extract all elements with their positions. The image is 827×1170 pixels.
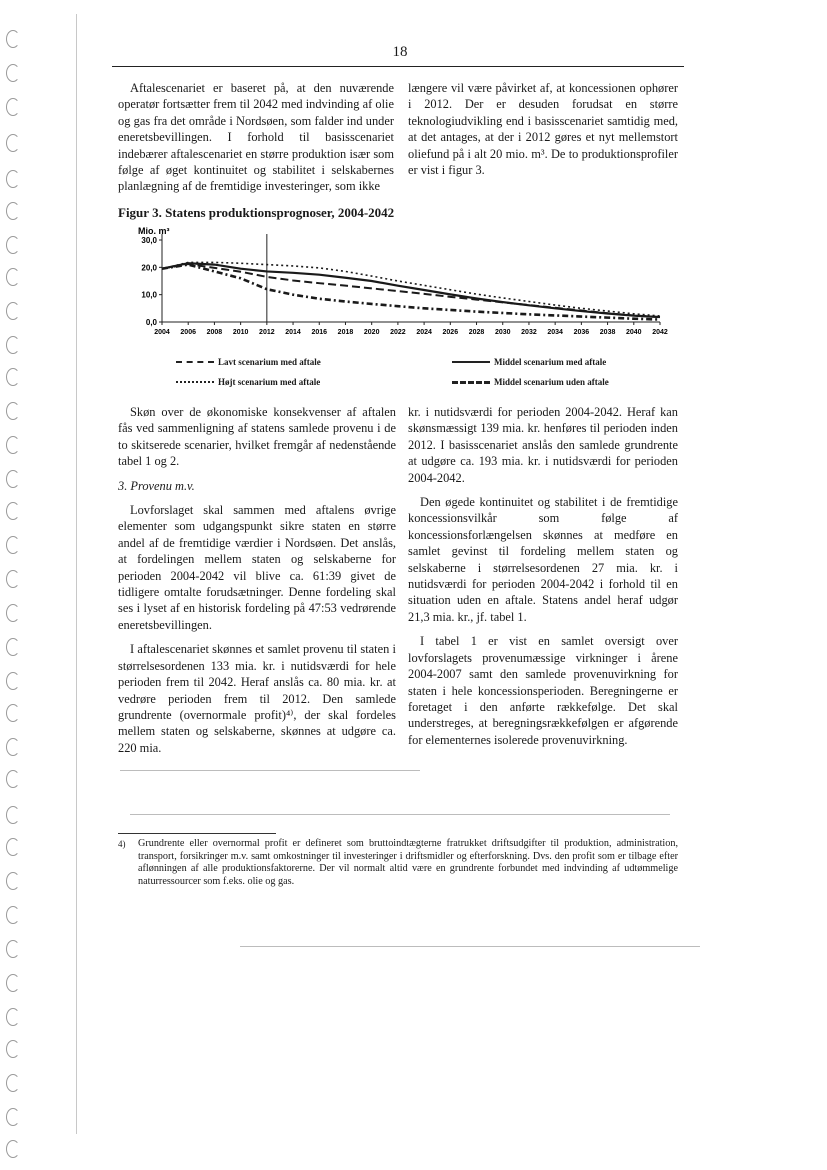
binder-hole: [6, 1008, 20, 1026]
binder-hole: [6, 470, 20, 488]
legend-label: Lavt scenarium med aftale: [218, 357, 321, 367]
right-column-main: [408, 404, 678, 748]
x-tick-label: 2030: [494, 329, 511, 336]
x-tick-label: 2012: [259, 329, 275, 336]
binder-hole: [6, 536, 20, 554]
y-tick-label: 20,0: [141, 263, 157, 273]
binder-hole: [6, 872, 20, 890]
x-tick-label: 2004: [154, 329, 170, 336]
x-tick-label: 2006: [180, 329, 196, 336]
paragraph: Aftalescenariet er baseret på, at den nuværende operatør fortsætter frem til 2042 med indvinding af olie og gas fra det område i Nordsøen, som falder ind under eneretsbevillingen. I forhold til basisscenariet indebærer aftalescenariet en større produktion især som følge af øget kontinuitet og stabilitet i selskabernes planlægning af de fremtidige investeringer, som ikke: [118, 81, 394, 194]
legend-label: Middel scenarium uden aftale: [494, 377, 609, 387]
binder-hole: [6, 770, 20, 788]
binder-hole: [6, 604, 20, 622]
x-tick-label: 2038: [599, 329, 616, 336]
binder-hole: [6, 838, 20, 856]
binder-hole: [6, 1074, 20, 1092]
binder-hole: [6, 98, 20, 116]
binder-hole: [6, 236, 20, 254]
chart-series: [162, 262, 660, 319]
binder-hole: [6, 704, 20, 722]
legend-swatch-solid: [452, 361, 490, 363]
binder-hole: [6, 1040, 20, 1058]
chart-axes: [141, 234, 667, 336]
x-tick-label: 2020: [363, 329, 380, 336]
x-tick-label: 2016: [311, 329, 328, 336]
paragraph: I aftalescenariet skønnes et samlet provenu til staten i størrelsesordenen 133 mia. kr. i nutidsværdi for hele perioden frem til 2042. Heraf anslås ca. 80 mia. kr. at vedrøre perioden frem til 2012. Den samlede grundrente (overnormale profit)⁴⁾, der skal fordeles mellem staten og selskaberne, skønnes at udgøre ca. 220 mia.: [118, 642, 396, 755]
binder-hole: [6, 1140, 20, 1158]
scan-noise: [240, 946, 700, 947]
legend-swatch-dashdot: [452, 381, 490, 384]
x-tick-label: 2032: [521, 329, 537, 336]
chart-canvas: [112, 222, 672, 342]
x-tick-label: 2042: [652, 329, 668, 336]
x-tick-label: 2028: [468, 329, 485, 336]
binder-hole: [6, 202, 20, 220]
footnote-rule: [118, 833, 276, 834]
paragraph: Skøn over de økonomiske konsekvenser af aftalen fås ved sammenligning af statens samlede provenu i de to skitserede scenarier, hvilket fremgår af nedenstående tabel 1 og 2.: [118, 405, 396, 469]
y-tick-label: 10,0: [141, 290, 157, 300]
x-tick-label: 2026: [442, 329, 459, 336]
legend-high-scenario: [176, 377, 320, 387]
right-column-top: [408, 80, 678, 178]
x-tick-label: 2014: [285, 329, 301, 336]
binder-hole: [6, 502, 20, 520]
paragraph: Lovforslaget skal sammen med aftalens øvrige elementer som udgangspunkt sikre staten en større andel af de fremtidige værdier i Nordsøen. Det anslås, at fordelingen mellem staten og selskaberne for perioden 2004-2042 vil blive ca. 61:39 givet de tidligere omtalte forudsætninger. Denne fordeling skal ses i lyset af en historisk fordeling på 47:53 vedrørende eneretsbevillingen.: [118, 503, 396, 632]
left-column-top: [118, 80, 394, 195]
legend-mid-no-deal-scenario: [452, 377, 609, 387]
binder-hole: [6, 672, 20, 690]
paragraph: kr. i nutidsværdi for perioden 2004-2042. Heraf kan skønsmæssigt 139 mia. kr. henføres til perioden inden 2012. I basisscenariet anslås den samlede grundrente at udgøre ca. 193 mia. kr. i nutidsværdi for perioden 2004-2042.: [408, 405, 678, 485]
binder-hole: [6, 30, 20, 48]
scan-noise: [120, 770, 420, 771]
y-tick-label: 0,0: [145, 318, 157, 327]
paragraph: længere vil være påvirket af, at koncessionen ophører i 2012. Der er desuden forudsat en større teknologiudvikling end i basisscenariet samtidig med, at det antages, at der i 2012 gøres et nyt mellemstort oliefund på i alt 20 mio. m³. De to produktionsprofiler er vist i figur 3.: [408, 81, 678, 178]
scan-noise: [130, 814, 670, 815]
paragraph: I tabel 1 er vist en samlet oversigt over lovforslagets provenumæssige virkninger i årene 2004-2007 samt den samlede provenuvirkning for staten i hele koncessionsperioden. Beregningerne er foretaget i den anførte rækkefølge. Det skal understreges, at beregningsrækkefølgen er afgørende for elementernes isolerede provenuvirkning.: [408, 634, 678, 747]
legend-mid-scenario: [452, 357, 606, 367]
legend-swatch-dotted: [176, 381, 214, 383]
binder-hole: [6, 738, 20, 756]
x-tick-label: 2024: [416, 329, 432, 336]
binder-hole: [6, 368, 20, 386]
x-tick-label: 2022: [390, 329, 406, 336]
left-column-main: [118, 404, 396, 756]
figure-title: Figur 3. Statens produktionsprognoser, 2004-2042: [118, 205, 395, 220]
binder-hole: [6, 940, 20, 958]
binder-hole: [6, 402, 20, 420]
header-rule: [112, 66, 684, 67]
binder-hole: [6, 268, 20, 286]
binder-hole: [6, 336, 20, 354]
binder-hole: [6, 170, 20, 188]
legend-label: Middel scenarium med aftale: [494, 357, 607, 367]
footnote-mark: 4): [118, 839, 126, 849]
paragraph: Den øgede kontinuitet og stabilitet i de fremtidige koncessionsvilkår som følge af koncessionsforlængelsen skønnes at medføre en samlet gevinst til fordeling mellem staten og selskaberne i størrelsesordenen 27 mia. kr. i nutidsværdi for perioden 2004-2042 i forhold til en situation uden en aftale. Statens andel heraf udgør 21,3 mia. kr., jf. tabel 1.: [408, 495, 678, 624]
x-tick-label: 2036: [573, 329, 590, 336]
legend-swatch-dashed: [176, 361, 214, 363]
binder-hole: [6, 906, 20, 924]
production-forecast-chart: [112, 222, 672, 342]
binder-hole: [6, 436, 20, 454]
x-tick-label: 2010: [232, 329, 249, 336]
x-tick-label: 2018: [337, 329, 354, 336]
x-tick-label: 2008: [206, 329, 223, 336]
x-tick-label: 2034: [547, 329, 563, 336]
page-number: 18: [392, 44, 408, 60]
section-heading: 3. Provenu m.v.: [118, 478, 195, 493]
binder-hole: [6, 806, 20, 824]
binder-hole: [6, 974, 20, 992]
legend-low-scenario: [176, 357, 321, 367]
y-tick-label: 30,0: [141, 236, 157, 245]
legend-label: Højt scenarium med aftale: [218, 377, 321, 387]
series-line-dash: [162, 264, 660, 317]
binder-hole: [6, 638, 20, 656]
y-axis-label: Mio. m³: [138, 226, 170, 236]
binder-hole: [6, 570, 20, 588]
scan-margin-line: [76, 14, 77, 1134]
x-tick-label: 2040: [626, 329, 642, 336]
binder-hole: [6, 134, 20, 152]
binder-hole: [6, 64, 20, 82]
binder-hole: [6, 1108, 20, 1126]
binder-hole: [6, 302, 20, 320]
footnote: [118, 838, 678, 888]
footnote-text: Grundrente eller overnormal profit er defineret som bruttoindtægterne fratrukket driftsudgifter til produktion, administration, transport, forsikringer m.v. samt omkostninger til investeringer i driftsmidler og efterforskning. Dvs. den profit som er tilbage efter aflønningen af alle produktionsfaktorerne. Der vil normalt altid være en grundrente forbundet med indvinding af udtømmelige naturressourcer som f.eks. olie og gas.: [138, 838, 678, 887]
